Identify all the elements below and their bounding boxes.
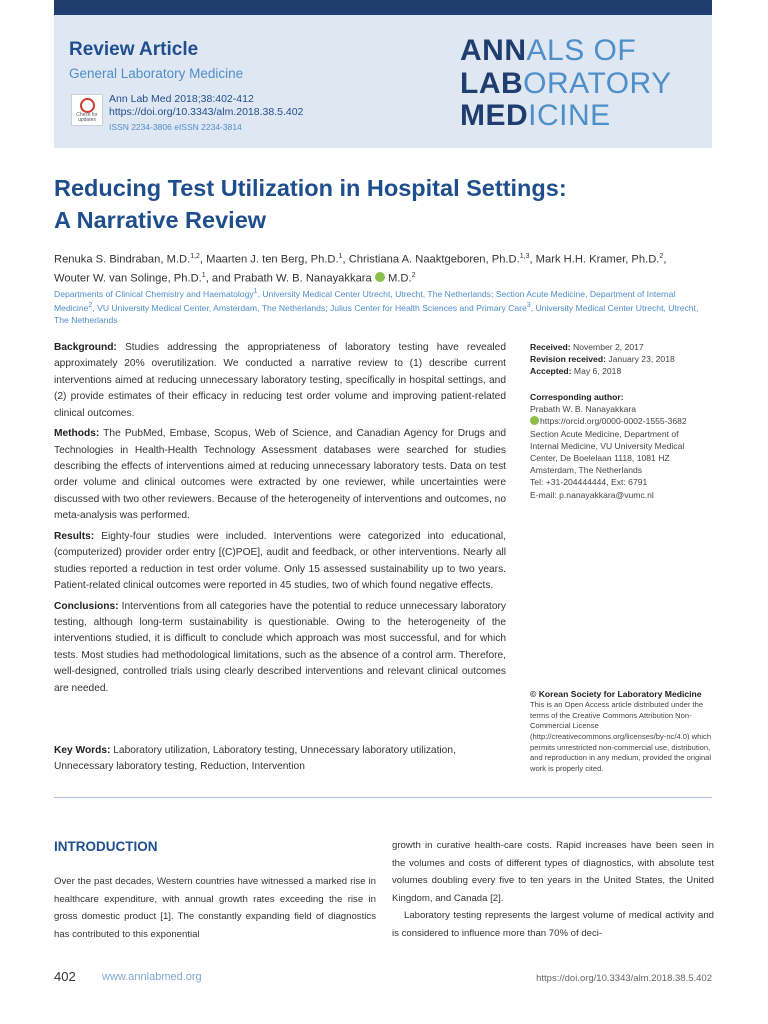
section-divider	[54, 797, 712, 798]
abstract-methods: Methods: The PubMed, Embase, Scopus, Web of Science, and Canadian Agency for Drugs and Technologies in Health-Health Technology Assessment databases were searched for studies describing the effects of interventions aimed at reducing unnecessary laboratory tests. Data on test order volume and clinical outcomes were extracted by one reviewer, while uncertainties were discussed with two other reviewers. Because of the heterogeneity of interventions and outcomes, no meta-analysis was performed.	[54, 428, 506, 522]
abstract-results: Results: Eighty-four studies were included. Interventions were categorized into educational, (computerized) provider order entry [(C)POE], audit and feedback, or other interventions. Nearly all studies reported a reduction in test order volume. Only 15 assessed sustainability up to two years. Patient-related clinical outcomes were reported in 45 studies, two of which found negative effects.	[54, 530, 506, 592]
abstract	[54, 340, 506, 701]
corresponding-author: Corresponding author: Prabath W. B. Nanayakkara https://orcid.org/0000-0002-1555-3682 Section Acute Medicine, Department of Internal Medicine, VU University Medical Center, De Boelelaan 1118, 1081 HZ Amsterdam, The Netherlands Tel: +31-204444444, Ext: 6791 E-mail: p.nanayakkara@vumc.nl	[530, 391, 715, 501]
footer-doi[interactable]: https://doi.org/10.3343/alm.2018.38.5.402	[536, 973, 712, 984]
journal-logo: ANNALS OF LABORATORY MEDICINE	[460, 34, 672, 132]
doi-link[interactable]: https://doi.org/10.3343/alm.2018.38.5.402	[109, 106, 304, 118]
check-for-updates-badge[interactable]	[71, 94, 103, 126]
citation: Ann Lab Med 2018;38:402-412	[109, 93, 254, 105]
key-words: Key Words: Laboratory utilization, Laboratory testing, Unnecessary laboratory utilization, Unnecessary laboratory testing, Reduction, Intervention	[54, 745, 456, 773]
intro-right-column: growth in curative health-care costs. Rapid increases have been seen in the volumes and costs of different types of diagnostics, with absolute test volumes doubling every five to ten years in the United States, the United Kingdom, and Canada [2]. Laboratory testing represents the largest volume of medical activity and is considered to influence more than 70% of deci-	[392, 840, 714, 939]
page-number: 402	[54, 969, 76, 984]
corr-email[interactable]: E-mail: p.nanayakkara@vumc.nl	[530, 489, 654, 500]
article-title: Reducing Test Utilization in Hospital Settings: A Narrative Review	[54, 175, 567, 233]
journal-website-link[interactable]: www.annlabmed.org	[102, 971, 202, 983]
top-color-bar	[54, 0, 712, 15]
crossmark-label: Check for updates	[76, 112, 98, 123]
affiliations: Departments of Clinical Chemistry and Haematology$^1$, University Medical Center Utrecht, Utrecht, The Netherlands; Section Acute Medicine, Department of Internal Medicine$^2$, VU University Medical Center, Amsterdam, The Netherlands; Julius Center for Health Sciences and Primary Care$^3$, University Medical Center Utrecht, Utrecht, The Netherlands	[54, 288, 699, 326]
intro-left-column: Over the past decades, Western countries have witnessed a marked rise in healthcare expenditure, with annual growth rates exceeding the rise in gross domestic product [1]. The constantly expanding field of diagnostics has contributed to this exponential	[54, 876, 376, 940]
copyright-notice: © Korean Society for Laboratory Medicine This is an Open Access article distributed under the terms of the Creative Commons Attribution Non-Commercial License (http://creativecommons.org/licenses/by-nc/4.0) which permits unrestricted non-commercial use, distribution, and reproduction in any medium, provided the original work is properly cited.	[530, 689, 712, 773]
author-list: Renuka S. Bindraban, M.D.$^{1,2}$, Maarten J. ten Berg, Ph.D.$^1$, Christiana A. Naaktgeboren, Ph.D.$^{1,3}$, Mark H.H. Kramer, Ph.D.$^2$, Wouter W. van Solinge, Ph.D.$^1$, and Prabath W. B. Nanayakkara M.D.$^2$	[54, 253, 667, 285]
abstract-conclusions: Conclusions: Interventions from all categories have the potential to reduce unnecessary laboratory testing, although long-term sustainability is questionable. Owing to the heterogeneity of the interventions studied, it is difficult to conclude which approach was most successful, and for which tests. Most studies had methodological limitations, such as the absence of a control arm. Therefore, well-designed, controlled trials using clearly described interventions and relevant clinical outcomes are needed.	[54, 600, 506, 694]
orcid-link[interactable]: https://orcid.org/0000-0002-1555-3682	[540, 416, 687, 427]
orcid-icon[interactable]	[530, 416, 539, 425]
orcid-icon[interactable]	[375, 272, 385, 282]
article-type: Review Article	[69, 39, 199, 60]
introduction-heading: INTRODUCTION	[54, 839, 158, 854]
article-dates: Received: November 2, 2017 Revision received: January 23, 2018 Accepted: May 6, 2018	[530, 342, 675, 377]
issn: ISSN 2234-3806 eISSN 2234-3814	[109, 122, 242, 132]
journal-header	[54, 15, 712, 148]
subject-category: General Laboratory Medicine	[69, 66, 244, 81]
abstract-background: Background: Studies addressing the appropriateness of laboratory testing have revealed approximately 20% overutilization. We conducted a narrative review to (1) describe current interventions aimed at reducing unnecessary laboratory testing, specifically in hospital settings, and (2) provide estimates of their efficacy in reducing test order volume and improving patient-related clinical outcomes.	[54, 342, 506, 419]
crossmark-icon	[80, 98, 95, 113]
